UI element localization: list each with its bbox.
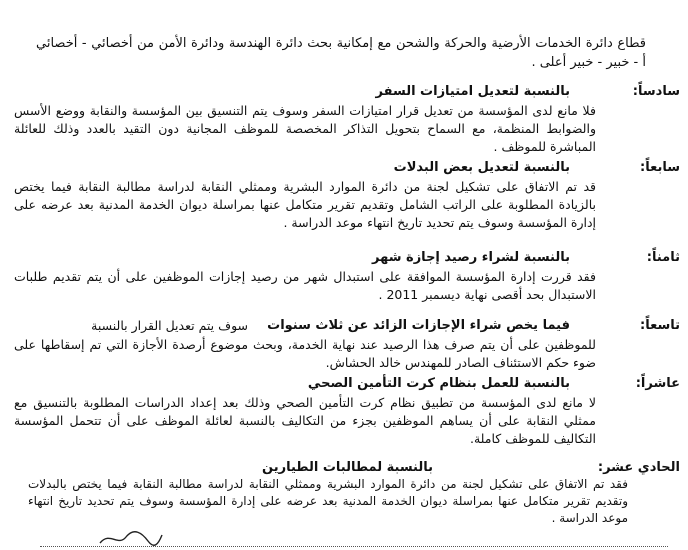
section-title: بالنسبة للعمل بنظام كرت التأمين الصحي (307, 376, 570, 391)
section-number: الحادي عشر: (597, 460, 680, 475)
section-title: فيما يخص شراء الإجازات الزائد عن ثلاث سنوات (267, 318, 570, 333)
section-body: فقد تم الاتفاق على تشكيل لجنة من دائرة الموارد البشرية وممثلي النقابة لدراسة مطالبة النقابة فيما يختص بالبدلات وتقديم تقرير متكامل عنها بمراسلة ديوان الخدمة المدنية بعد عرضه على إدارة المؤسسة وسوف يتم تحديد تاريخ انتهاء موعد الدراسة . (28, 477, 628, 525)
section-title: بالنسبة لتعديل بعض البدلات (393, 160, 570, 175)
section-title: بالنسبة لشراء رصيد إجازة شهر (372, 250, 570, 265)
section-number: تاسعاً: (640, 318, 680, 333)
section-body: للموظفين على أن يتم صرف هذا الرصيد عند نهاية الخدمة، وبحث موضوع أرصدة الأجازة التي تم إسقاطها على ضوء حكم الاستئناف الصادر للمهندس خالد الحشاش. (14, 337, 596, 370)
section-number: سابعاً: (640, 160, 680, 175)
section-body: فلا مانع لدى المؤسسة من تعديل قرار امتيازات السفر وسوف يتم التنسيق بين المؤسسة والنقابة ووضع الأسس والضوابط المنظمة، مع السماح بتحويل التذاكر المخصصة للموظف المجانية دون التقيد بالعدد وذلك للعائلة المباشرة للموظف . (14, 103, 596, 154)
section-number: عاشراً: (635, 376, 680, 391)
intro-paragraph: قطاع دائرة الخدمات الأرضية والحركة والشحن مع إمكانية بحث دائرة الهندسة ودائرة الأمن من أخصائي - أخصائي أ - خبير - خبير أعلى . (36, 36, 646, 70)
section-title-tail: سوف يتم تعديل القرار بالنسبة (91, 318, 248, 333)
section-body: فقد قررت إدارة المؤسسة الموافقة على استبدال شهر من رصيد إجازات الموظفين على أن يتم تقديم طلبات الاستبدال بحد أقصى نهاية ديسمبر 2011 . (14, 269, 596, 302)
section-body: قد تم الاتفاق على تشكيل لجنة من دائرة الموارد البشرية وممثلي النقابة لدراسة مطالبة النقابة فيما يختص بالزيادة المطلوبة على الراتب الشامل وتقديم تقرير متكامل عنها بمراسلة ديوان الخدمة المدنية بعد عرضه على إدارة المؤسسة وسوف يتم تحديد تاريخ انتهاء موعد الدراسة . (14, 179, 596, 230)
section-number: ثامناً: (646, 250, 680, 265)
section-title: بالنسبة لمطالبات الطيارين (262, 460, 433, 475)
section-number: سادساً: (632, 84, 680, 99)
section-body: لا مانع لدى المؤسسة من تطبيق نظام كرت التأمين الصحي وذلك بعد إعداد الدراسات المطلوبة بالتنسيق مع ممثلي النقابة على أن يساهم الموظفين بجزء من التكاليف بالنسبة لعائلة الموظف على أن تتحمل المؤسسة التكاليف للموظف كاملة. (14, 395, 596, 446)
section-title: بالنسبة لتعديل امتيازات السفر (375, 84, 570, 99)
footer-divider (40, 546, 668, 548)
